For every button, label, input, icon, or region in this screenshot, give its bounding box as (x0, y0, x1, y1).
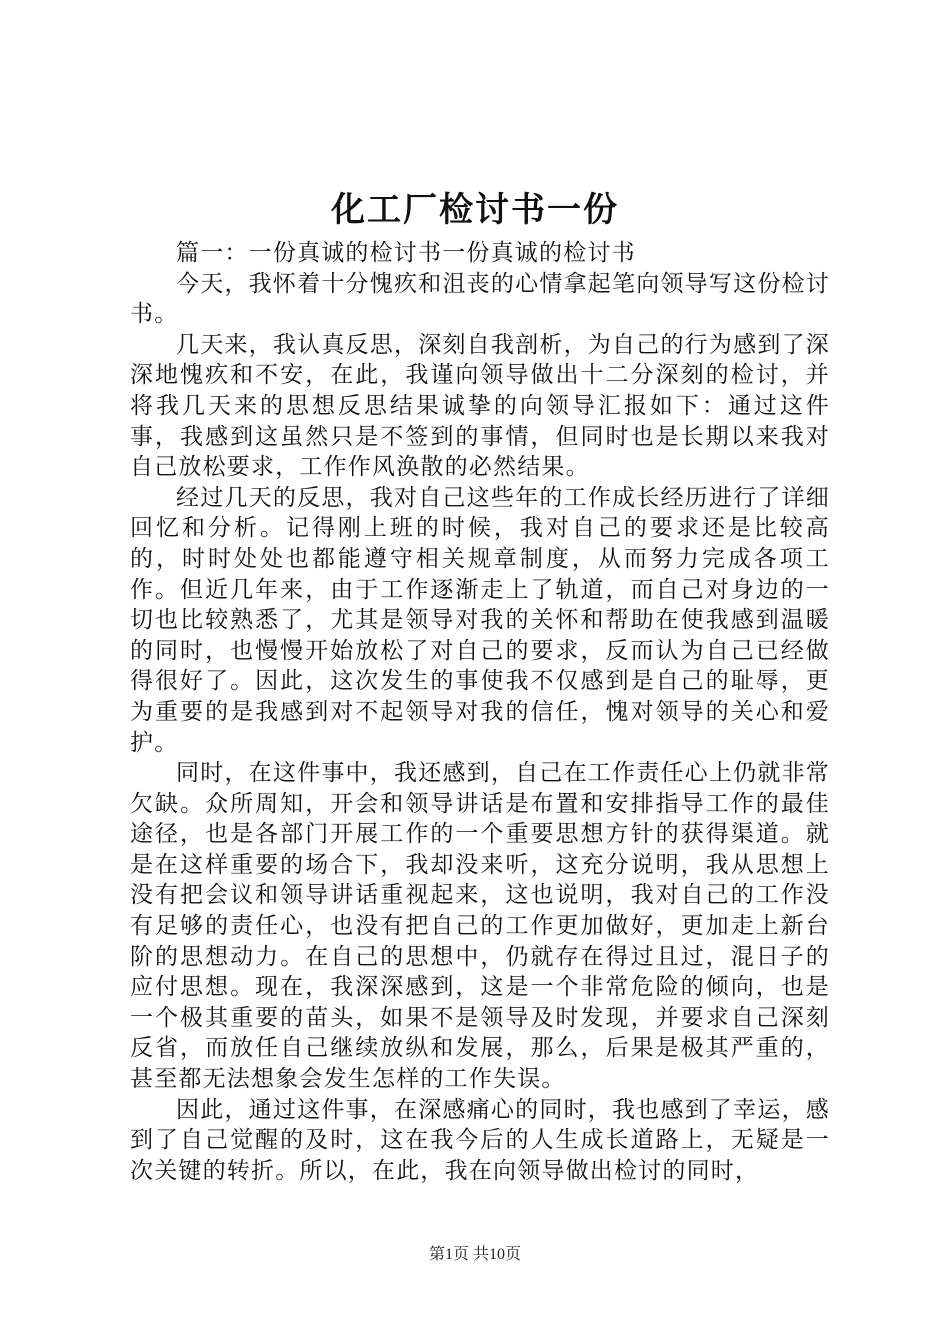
paragraph: 因此，通过这件事，在深感痛心的同时，我也感到了幸运，感到了自己觉醒的及时，这在我今后的人生成长道路上，无疑是一次关键的转折。所以，在此，我在向领导做出检讨的同时， (130, 1096, 830, 1184)
paragraph: 今天，我怀着十分愧疚和沮丧的心情拿起笔向领导写这份检讨书。 (130, 270, 830, 328)
paragraph: 几天来，我认真反思，深刻自我剖析，为自己的行为感到了深深地愧疚和不安，在此，我谨向领导做出十二分深刻的检讨，并将我几天来的思想反思结果诚挚的向领导汇报如下：通过这件事，我感到这虽然只是不签到的事情，但同时也是长期以来我对自己放松要求，工作作风涣散的必然结果。 (130, 331, 830, 481)
paragraph-heading: 篇一：一份真诚的检讨书一份真诚的检讨书 (176, 240, 636, 266)
page-number-footer: 第1页 共10页 (428, 1246, 521, 1263)
paragraph: 同时，在这件事中，我还感到，自己在工作责任心上仍就非常欠缺。众所周知，开会和领导讲话是布置和安排指导工作的最佳途径，也是各部门开展工作的一个重要思想方针的获得渠道。就是在这样重要的场合下，我却没来听，这充分说明，我从思想上没有把会议和领导讲话重视起来，这也说明，我对自己的工作没有足够的责任心，也没有把自己的工作更加做好，更加走上新台阶的思想动力。在自己的思想中，仍就存在得过且过，混日子的应付思想。现在，我深深感到，这是一个非常危险的倾向，也是一个极其重要的苗头，如果不是领导及时发现，并要求自己深刻反省，而放任自己继续放纵和发展，那么，后果是极其严重的，甚至都无法想象会发生怎样的工作失误。 (130, 760, 830, 1093)
document-title: 化工厂检讨书一份 (331, 190, 619, 230)
paragraph: 经过几天的反思，我对自己这些年的工作成长经历进行了详细回忆和分析。记得刚上班的时候，我对自己的要求还是比较高的，时时处处也都能遵守相关规章制度，从而努力完成各项工作。但近几年来，由于工作逐渐走上了轨道，而自己对身边的一切也比较熟悉了，尤其是领导对我的关怀和帮助在使我感到温暖的同时，也慢慢开始放松了对自己的要求，反而认为自己已经做得很好了。因此，这次发生的事使我不仅感到是自己的耻辱，更为重要的是我感到对不起领导对我的信任，愧对领导的关心和爱护。 (130, 484, 830, 756)
document-body (130, 238, 830, 1186)
